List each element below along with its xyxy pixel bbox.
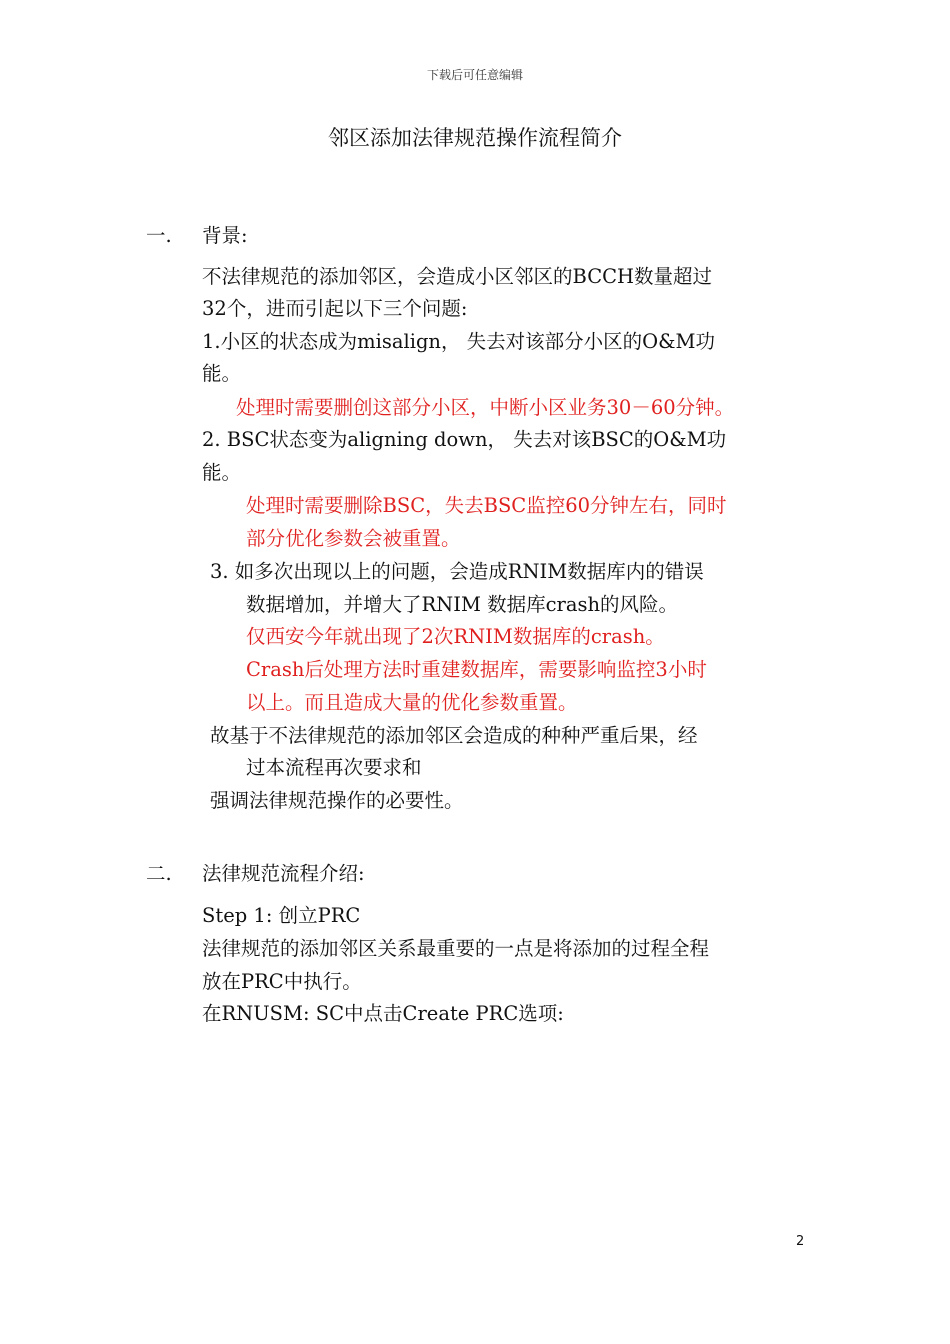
issue3-consequence-line2: Crash后处理方法时重建数据库，需要影响监控3小时 [246, 658, 707, 681]
section2-number: 二. [146, 862, 172, 885]
issue1-consequence: 处理时需要删创这部分小区，中断小区业务30－60分钟。 [236, 396, 735, 419]
section2-line2: 放在PRC中执行。 [202, 970, 362, 993]
page-header: 下载后可任意编辑 [426, 68, 523, 82]
issue3-line2: 数据增加，并增大了RNIM 数据库crash的风险。 [246, 593, 679, 616]
step1-heading: Step 1: 创立PRC [202, 904, 361, 927]
section1-intro-line2: 32个，进而引起以下三个问题: [202, 297, 468, 320]
issue1-line2: 能。 [202, 362, 242, 385]
issue2-line2: 能。 [202, 461, 242, 484]
issue3-line1: 3. 如多次出现以上的问题，会造成RNIM数据库内的错误 [210, 560, 704, 583]
issue3-consequence-line3: 以上。而且造成大量的优化参数重置。 [246, 691, 578, 714]
conclusion-line1: 故基于不法律规范的添加邻区会造成的种种严重后果，经 [210, 724, 698, 747]
section1-intro-line1: 不法律规范的添加邻区，会造成小区邻区的BCCH数量超过 [202, 265, 713, 288]
section2-line3: 在RNUSM: SC中点击Create PRC选项: [202, 1002, 564, 1025]
document-title: 邻区添加法律规范操作流程简介 [328, 126, 622, 150]
conclusion-line3: 强调法律规范操作的必要性。 [210, 789, 464, 812]
section2-heading: 法律规范流程介绍: [202, 862, 365, 885]
conclusion-line2: 过本流程再次要求和 [246, 756, 422, 779]
section2-line1: 法律规范的添加邻区关系最重要的一点是将添加的过程全程 [202, 937, 710, 960]
issue2-consequence-line2: 部分优化参数会被重置。 [246, 527, 461, 550]
issue2-line1: 2. BSC状态变为aligning down， 失去对该BSC的O&M功 [202, 428, 727, 451]
issue2-consequence-line1: 处理时需要删除BSC，失去BSC监控60分钟左右，同时 [246, 494, 727, 517]
section1-number: 一. [146, 224, 172, 247]
issue1-line1: 1.小区的状态成为misalign， 失去对该部分小区的O&M功 [202, 330, 715, 353]
section1-heading: 背景: [202, 224, 248, 247]
issue3-consequence-line1: 仅西安今年就出现了2次RNIM数据库的crash。 [246, 625, 665, 648]
page-number: 2 [796, 1234, 805, 1249]
